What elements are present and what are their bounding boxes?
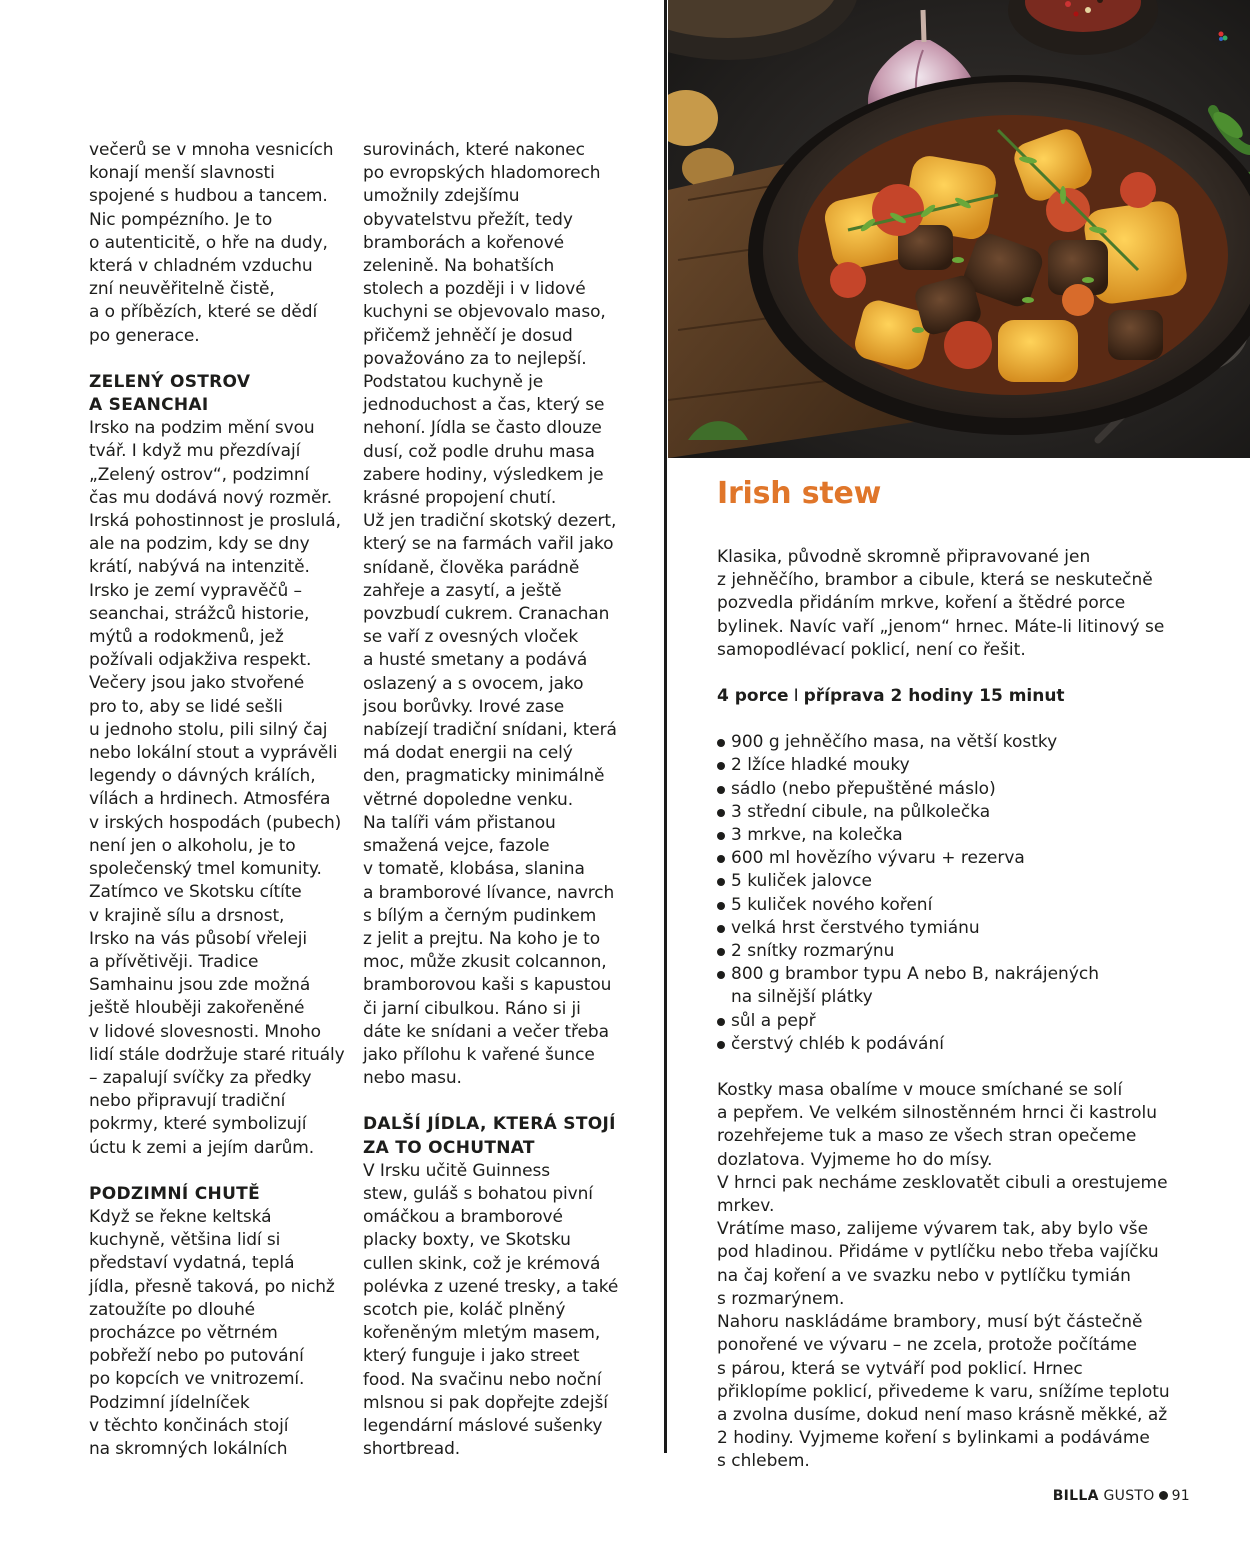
recipe-servings: 4 porce [717, 686, 789, 707]
paragraph-autumn-flavors: Když se řekne keltská kuchyně, většina lidí si představí vydatná, teplá jídla, přesně taková, po nichž zatoužíte po dlouhé procházce po větrném pobřeží nebo po putování po kopcích ve vnitrozemí. Podzimní jídelníček v těchto končinách stojí na skromných lokálních [89, 1206, 335, 1459]
recipe [717, 474, 1187, 1474]
column-divider [664, 0, 667, 1453]
recipe-meta-separator: I [793, 686, 799, 707]
section-heading-green-island: ZELENÝ OSTROV A SEANCHAI [89, 371, 251, 416]
footer-brand: BILLA [1052, 1488, 1099, 1504]
ingredient-item: 900 g jehněčího masa, na větší kostky [717, 731, 1187, 754]
recipe-step: V hrnci pak necháme zesklovatět cibuli a orestujeme mrkev. [717, 1172, 1168, 1217]
page-footer [1053, 1486, 1190, 1506]
recipe-step: Kostky masa obalíme v mouce smíchané se solí a pepřem. Ve velkém silnostěnném hrnci či kastrolu rozehřejeme tuk a maso ze všech stran opečeme dozlatova. Vyjmeme ho do mísy. [717, 1080, 1157, 1170]
recipe-meta [717, 685, 1187, 708]
ingredient-item: 5 kuliček jalovce [717, 870, 1187, 893]
ingredient-item: 3 mrkve, na kolečka [717, 824, 1187, 847]
recipe-step: Nahoru naskládáme brambory, musí být částečně ponořené ve vývaru – ne zcela, protože počítáme s párou, která se vytváří pod poklicí. Hrnec přiklopíme poklicí, přivedeme k varu, snížíme teplotu a zvolna dusíme, dokud není maso krásně měkké, až 2 hodiny. Vyjmeme koření s bylinkami a podáváme s chlebem. [717, 1312, 1170, 1472]
ingredient-item: 2 snítky rozmarýnu [717, 940, 1187, 963]
section-heading-other-dishes: DALŠÍ JÍDLA, KTERÁ STOJÍ ZA TO OCHUTNAT [363, 1114, 616, 1158]
recipe-intro: Klasika, původně skromně připravované jen z jehněčího, brambor a cibule, která se neskutečně pozvedla přidáním mrkve, koření a štědré porce bylinek. Navíc vaří „jenom“ hrnec. Máte-li litinový se samopodlévací poklicí, není co řešit. [717, 547, 1165, 660]
ingredient-item: 600 ml hovězího vývaru + rezerva [717, 847, 1187, 870]
recipe-step: Vrátíme maso, zalijeme vývarem tak, aby bylo vše pod hladinou. Přidáme v pytlíčku nebo třeba vajíčku na čaj koření a ve svazku nebo v pytlíčku tymián s rozmarýnem. [717, 1219, 1159, 1309]
page-number: 91 [1171, 1488, 1190, 1504]
paragraph-other-dishes: V Irsku učitě Guinness stew, guláš s bohatou pivní omáčkou a bramborové placky boxty, ve Skotsku cullen skink, což je krémová polévka z uzené tresky, a také scotch pie, koláč plněný kořeněným mletým masem, který funguje i jako street food. Na svačinu nebo noční mlsnou si pak dopřejte zdejší legendární máslové sušenky shortbread. [363, 1160, 619, 1460]
stew-photo [668, 0, 1250, 458]
recipe-prep-time: příprava 2 hodiny 15 minut [803, 686, 1065, 707]
paragraph-cuisine: surovinách, které nakonec po evropských hladomorech umožnily zdejšímu obyvatelstvu přežít, tedy bramborách a kořenové zelenině. Na bohatších stolech a později i v lidové kuchyni se objevovalo maso, přičemž jehněčí je dosud považováno za to nejlepší. Podstatou kuchyně je jednoduchost a čas, který se nehoní. Jídla se často dlouze dusí, což podle druhu masa zabere hodiny, výsledkem je krásné propojení chutí. Už jen tradiční skotský dezert, který se na farmách vařil jako snídaně, člověka parádně zahřeje a zasytí, a ještě povzbudí cukrem. Cranachan se vaří z ovesných vloček a husté smetany a podává oslazený a s ovocem, jako jsou borůvky. Irové zase nabízejí tradiční snídani, která má dodat energii na celý den, pragmaticky minimálně větrné dopoledne venku. Na talíři vám přistanou smažená vejce, fazole v tomatě, klobása, slanina a bramborové lívance, navrch s bílým a černým pudinkem z jelit a prejtu. Na koho je to moc, může zkusit colcannon, bramborovou kaši s kapustou či jarní cibulkou. Ráno si ji dáte ke snídani a večer třeba jako přílohu k vařené šunce nebo masu. [363, 140, 617, 1089]
paragraph-intro: večerů se v mnoha vesnicích konají menší slavnosti spojené s hudbou a tancem. Nic pompézního. Je to o autenticitě, o hře na dudy, která v chladném vzduchu zní neuvěřitelně čistě, a o příbězích, které se dědí po generace. [89, 140, 334, 346]
ingredient-item: 5 kuliček nového koření [717, 894, 1187, 917]
ingredient-item: 800 g brambor typu A nebo B, nakrájených na silnější plátky [717, 963, 1187, 1009]
article-column-1 [89, 139, 349, 1461]
ingredient-item: 2 lžíce hladké mouky [717, 754, 1187, 777]
ingredient-item: sůl a pepř [717, 1010, 1187, 1033]
ingredient-item: sádlo (nebo přepuštěné máslo) [717, 778, 1187, 801]
ingredient-item: velká hrst čerstvého tymiánu [717, 917, 1187, 940]
paragraph-green-island: Irsko na podzim mění svou tvář. I když mu přezdívají „Zelený ostrov“, podzimní čas mu dodává nový rozměr. Irská pohostinnost je proslulá, ale na podzim, kdy se dny krátí, nabývá na intenzitě. Irsko je zemí vypravěčů – seanchai, strážců historie, mýtů a rodokmenů, jež požívali odjakživa respekt. Večery jsou jako stvořené pro to, aby se lidé sešli u jednoho stolu, pili silný čaj nebo lokální stout a vyprávěli legendy o dávných králích, vílách a hrdinech. Atmosféra v irských hospodách (pubech) není jen o alkoholu, je to společenský tmel komunity. Zatímco ve Skotsku cítíte v krajině sílu a drsnost, Irsko na vás působí vřeleji a přívětivěji. Tradice Samhainu jsou zde možná ještě hlouběji zakořeněné v lidové slovesnosti. Mnoho lidí stále dodržuje staré rituály – zapalují svíčky za předky nebo připravují tradiční pokrmy, které symbolizují úctu k zemi a jejím darům. [89, 418, 345, 1158]
ingredient-item: 3 střední cibule, na půlkolečka [717, 801, 1187, 824]
footer-dot-icon [1159, 1491, 1168, 1500]
recipe-title: Irish stew [717, 476, 882, 511]
footer-magazine: GUSTO [1103, 1488, 1155, 1504]
article-column-2 [363, 139, 633, 1461]
ingredient-list [717, 731, 1187, 1056]
ingredient-item: čerstvý chléb k podávání [717, 1033, 1187, 1056]
section-heading-autumn-flavors: PODZIMNÍ CHUTĚ [89, 1183, 260, 1204]
